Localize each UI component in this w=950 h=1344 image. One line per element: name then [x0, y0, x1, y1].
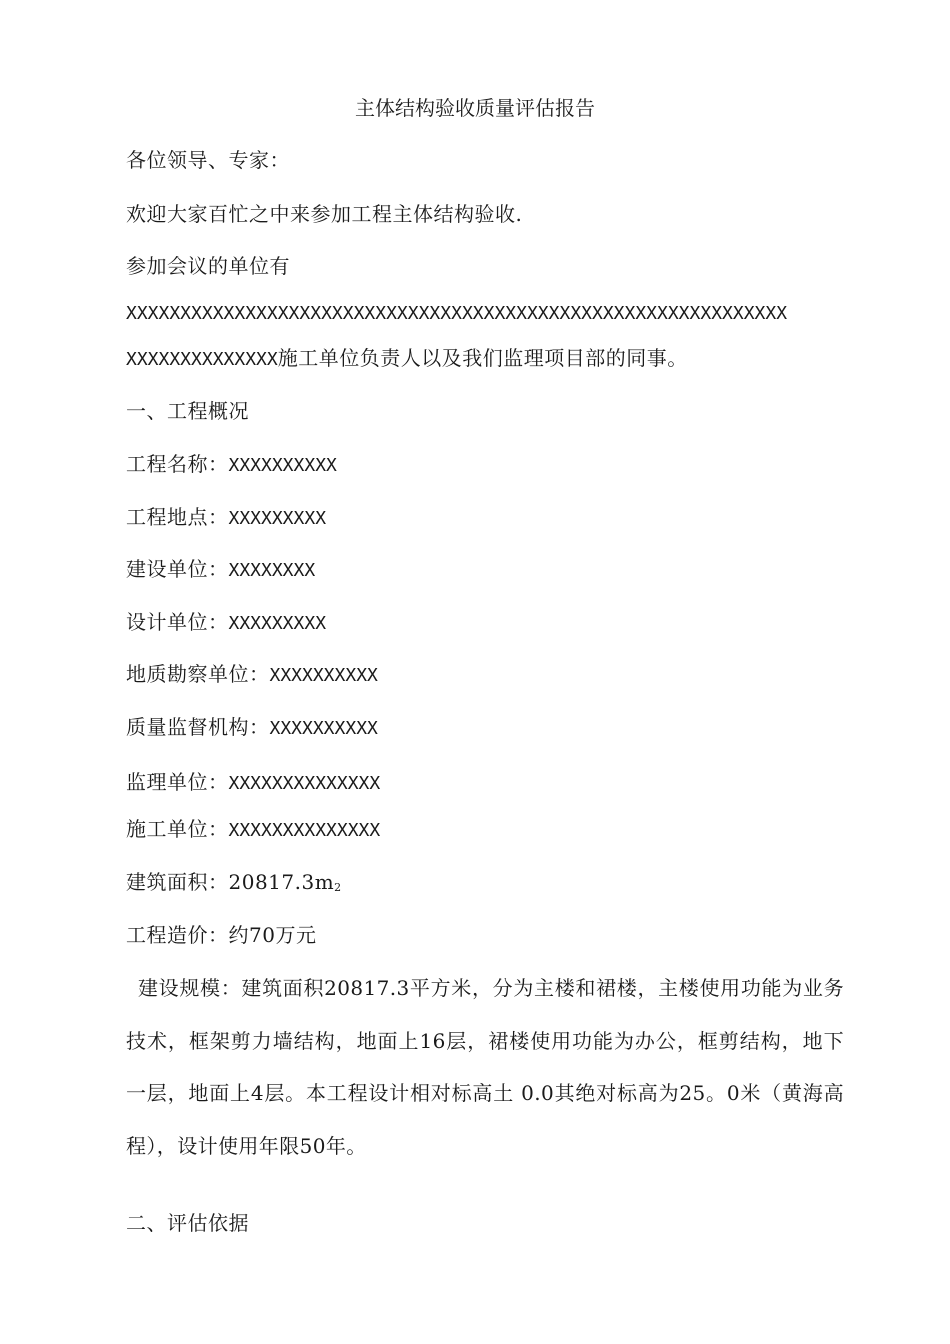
attendees-code: XXXXXXXXXXXXXX — [126, 349, 278, 370]
field-value: XXXXXXXXXXXXXX — [228, 820, 381, 841]
field-supervisor-unit — [126, 768, 380, 798]
field-value: XXXXXXXXXXXXXX — [228, 773, 381, 794]
field-value: XXXXXXXXX — [228, 613, 327, 634]
section-2-heading: 二、评估依据 — [126, 1211, 249, 1235]
field-project-cost — [126, 921, 316, 949]
document-title: 主体结构验收质量评估报告 — [355, 96, 595, 120]
field-building-area — [126, 868, 342, 902]
field-value: 20817.3m — [228, 870, 335, 894]
field-contractor-unit — [126, 815, 380, 845]
attendees-intro: 参加会议的单位有 — [126, 254, 290, 278]
section-1-heading: 一、工程概况 — [126, 399, 249, 423]
field-label: 地质勘察单位： — [126, 662, 270, 686]
field-value: XXXXXXXX — [228, 560, 316, 581]
area-unit-superscript: 2 — [334, 881, 342, 894]
field-value: XXXXXXXXXX — [228, 455, 337, 476]
field-survey-unit — [126, 660, 378, 690]
field-label: 建设单位： — [126, 557, 229, 581]
field-project-location — [126, 503, 326, 533]
field-quality-supervision — [126, 713, 378, 743]
field-label: 施工单位： — [126, 817, 229, 841]
field-label: 工程地点： — [126, 505, 229, 529]
field-design-unit — [126, 608, 326, 638]
field-value: XXXXXXXXXX — [269, 665, 378, 686]
welcome-text: 欢迎大家百忙之中来参加工程主体结构验收. — [126, 202, 523, 226]
field-label: 监理单位： — [126, 770, 229, 794]
field-value: XXXXXXXXXX — [269, 718, 378, 739]
attendees-line-2 — [126, 344, 688, 374]
field-label: 建筑面积： — [126, 870, 229, 894]
attendees-line-1: XXXXXXXXXXXXXXXXXXXXXXXXXXXXXXXXXXXXXXXXXXXXXXXXXXXXXXXXXXXXX — [126, 303, 788, 324]
field-project-name — [126, 450, 337, 480]
attendees-text: 施工单位负责人以及我们监理项目部的同事。 — [277, 346, 688, 370]
field-label: 工程造价： — [126, 923, 229, 947]
field-label: 设计单位： — [126, 610, 229, 634]
greeting: 各位领导、专家： — [126, 148, 290, 172]
field-value: XXXXXXXXX — [228, 508, 327, 529]
scale-paragraph: 建设规模：建筑面积20817.3平方米，分为主楼和裙楼，主楼使用功能为业务技术，框架剪力墙结构，地面上16层，裙楼使用功能为办公，框剪结构，地下一层，地面上4层。本工程设计相对标高土 0.0其绝对标高为25。0米（黄海高程），设计使用年限50年。 — [126, 976, 844, 1158]
field-construction-unit — [126, 555, 315, 585]
field-label: 质量监督机构： — [126, 715, 270, 739]
field-label: 工程名称： — [126, 452, 229, 476]
field-value: 约70万元 — [228, 923, 317, 947]
